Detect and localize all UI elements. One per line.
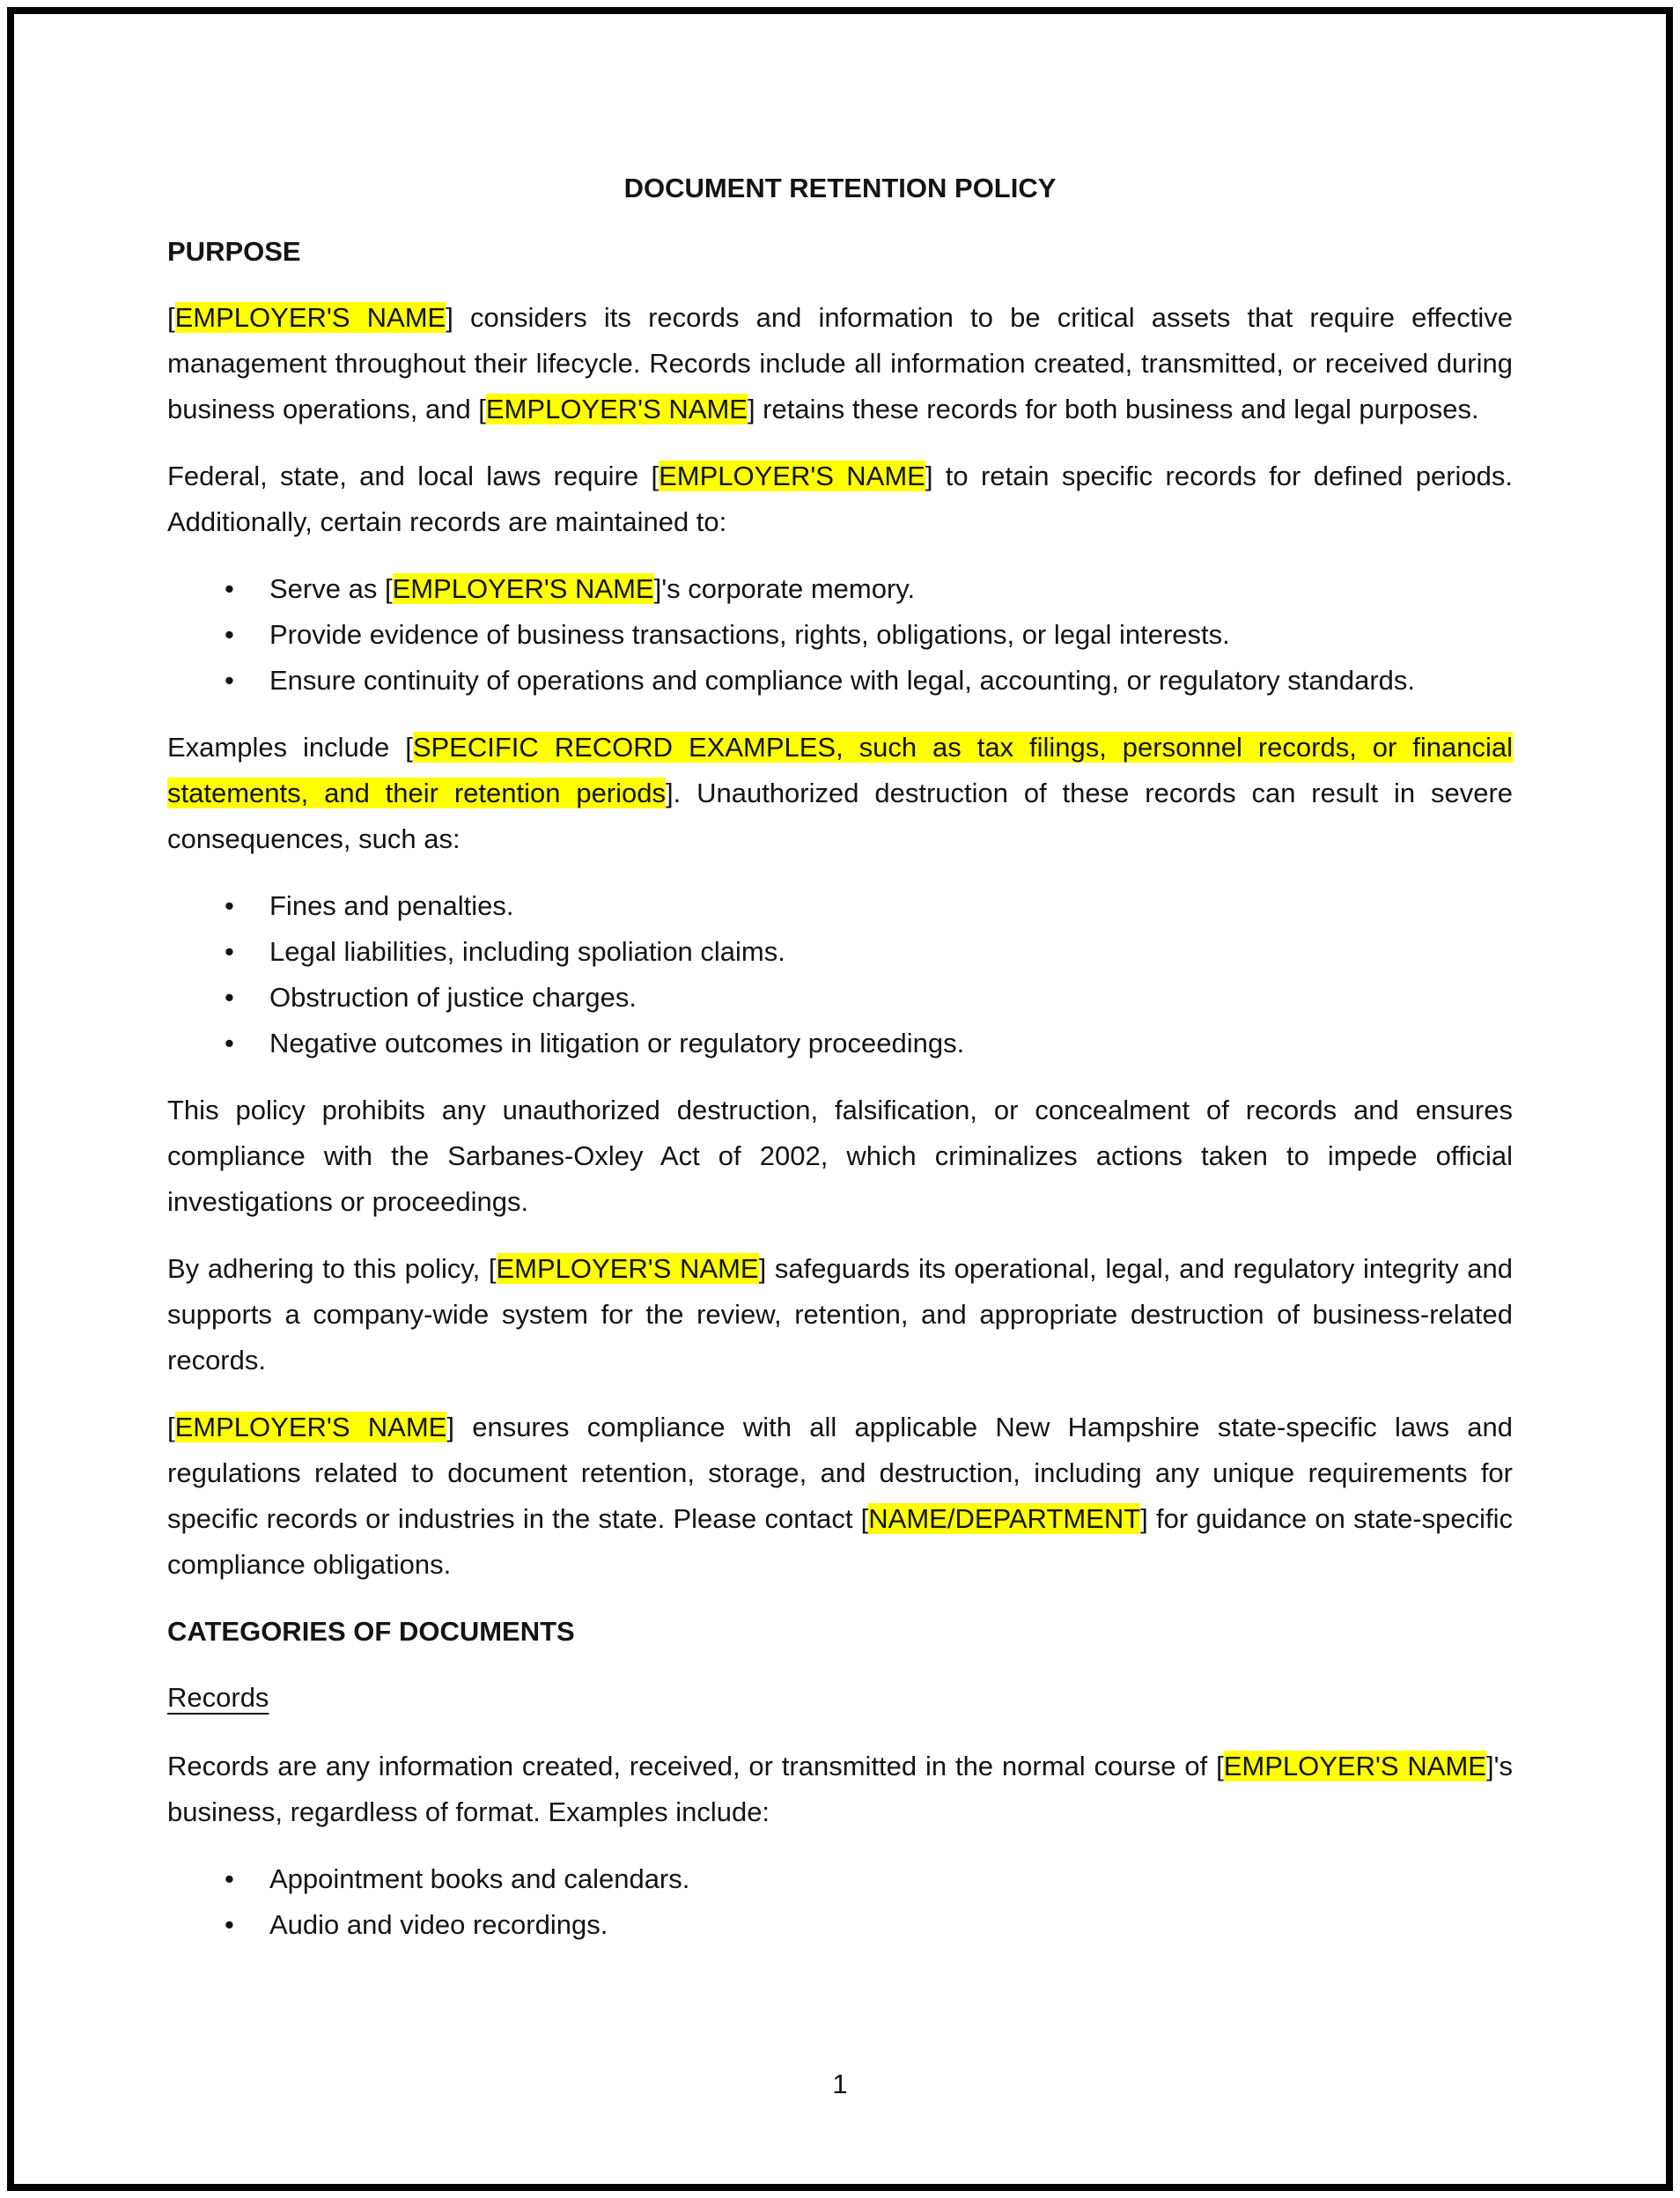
text-run: ]. Unauthorized destruction of these records can result in severe consequences, such as: bbox=[167, 778, 1514, 854]
bullet-item bbox=[269, 929, 1513, 975]
highlighted-placeholder: EMPLOYER'S NAME bbox=[1223, 1751, 1486, 1781]
page-title: DOCUMENT RETENTION POLICY bbox=[623, 173, 1057, 203]
text-run: ] for guidance on state-specific compliance obligations. bbox=[167, 1503, 1513, 1580]
paragraph bbox=[167, 295, 1513, 432]
bullet-list bbox=[167, 566, 1513, 704]
text-run: [ bbox=[167, 302, 175, 333]
section-heading: PURPOSE bbox=[167, 236, 301, 267]
text-run: Appointment books and calendars. bbox=[269, 1863, 690, 1894]
bullet-item bbox=[269, 975, 1513, 1021]
text-run: Serve as [ bbox=[269, 573, 393, 604]
bullet-list bbox=[167, 1856, 1513, 1948]
highlighted-placeholder: EMPLOYER'S NAME bbox=[392, 573, 654, 604]
bullet-item bbox=[269, 883, 1513, 929]
text-run: Ensure continuity of operations and compliance with legal, accounting, or regulatory standards. bbox=[269, 665, 1416, 696]
bullet-item bbox=[269, 1856, 1513, 1902]
underlined-text: Records bbox=[167, 1682, 269, 1713]
section-heading: CATEGORIES OF DOCUMENTS bbox=[167, 1616, 575, 1647]
text-run: Provide evidence of business transactions, rights, obligations, or legal interests. bbox=[269, 619, 1230, 650]
paragraph bbox=[167, 1246, 1513, 1383]
text-run: Examples include [ bbox=[167, 732, 413, 763]
paragraph bbox=[167, 1088, 1513, 1225]
document-body bbox=[167, 166, 1513, 1969]
text-run: Audio and video recordings. bbox=[269, 1909, 608, 1940]
bullet-item bbox=[269, 658, 1513, 704]
highlighted-placeholder: EMPLOYER'S NAME bbox=[485, 394, 748, 424]
text-run: This policy prohibits any unauthorized destruction, falsification, or concealment of records and ensures compliance with the Sarbanes-Oxley Act of 2002, which criminalizes actions taken to impede official investigations or proceedings. bbox=[167, 1095, 1513, 1217]
text-run: ] considers its records and information to be critical assets that require effective management throughout their lifecycle. Records include all information created, transmitted, or received during business operations, and [ bbox=[167, 302, 1513, 424]
bullet-item bbox=[269, 566, 1513, 612]
paragraph bbox=[167, 725, 1513, 862]
bullet-item bbox=[269, 1902, 1513, 1948]
text-run: [ bbox=[167, 1412, 175, 1442]
subsection-heading bbox=[167, 1675, 1513, 1721]
text-run: ] retains these records for both business and legal purposes. bbox=[747, 394, 1479, 424]
highlighted-placeholder: NAME/DEPARTMENT bbox=[868, 1503, 1141, 1534]
paragraph bbox=[167, 1405, 1513, 1588]
paragraph bbox=[167, 454, 1513, 545]
text-run: Fines and penalties. bbox=[269, 890, 514, 921]
highlighted-placeholder: EMPLOYER'S NAME bbox=[659, 461, 925, 491]
highlighted-placeholder: SPECIFIC RECORD EXAMPLES, such as tax filings, personnel records, or financial statements, and their retention periods bbox=[167, 732, 1513, 808]
page-number: 1 bbox=[832, 2069, 848, 2099]
text-run: Obstruction of justice charges. bbox=[269, 982, 637, 1013]
highlighted-placeholder: EMPLOYER'S NAME bbox=[174, 1412, 447, 1442]
bullet-item bbox=[269, 612, 1513, 658]
text-run: Records are any information created, received, or transmitted in the normal course of [ bbox=[167, 1751, 1224, 1781]
highlighted-placeholder: EMPLOYER'S NAME bbox=[496, 1253, 759, 1284]
text-run: Federal, state, and local laws require [ bbox=[167, 461, 659, 491]
paragraph bbox=[167, 1744, 1513, 1835]
text-run: By adhering to this policy, [ bbox=[167, 1253, 497, 1284]
text-run: ]'s business, regardless of format. Examples include: bbox=[167, 1751, 1513, 1827]
text-run: ]'s corporate memory. bbox=[653, 573, 916, 604]
text-run: ] ensures compliance with all applicable New Hampshire state-specific laws and regulations related to document retention, storage, and destruction, including any unique requirements for specific records or industries in the state. Please contact [ bbox=[167, 1412, 1513, 1534]
text-run: Negative outcomes in litigation or regulatory proceedings. bbox=[269, 1028, 965, 1058]
text-run: Legal liabilities, including spoliation claims. bbox=[269, 936, 785, 967]
highlighted-placeholder: EMPLOYER'S NAME bbox=[174, 302, 446, 333]
text-run: ] to retain specific records for defined periods. Additionally, certain records are maintained to: bbox=[167, 461, 1514, 537]
bullet-list bbox=[167, 883, 1513, 1066]
bullet-item bbox=[269, 1021, 1513, 1066]
text-run: ] safeguards its operational, legal, and regulatory integrity and supports a company-wide system for the review, retention, and appropriate destruction of business-related records. bbox=[167, 1253, 1513, 1376]
